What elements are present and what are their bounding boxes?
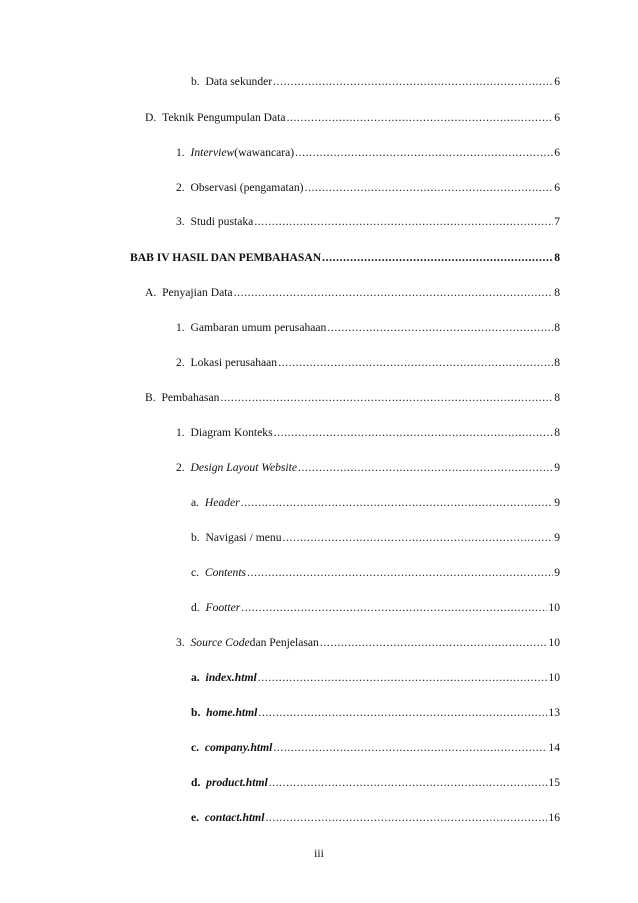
toc-entry-header [191,493,560,513]
toc-entry-product-html [191,773,560,793]
entry-page: 8 [554,391,560,404]
dot-leader [283,528,554,548]
entry-title-italic: Contents [204,566,247,579]
entry-title-italic: Header [204,496,240,509]
entry-title: Lokasi perusahaan [190,356,278,369]
toc-entry-contents [191,563,560,583]
page-number: iii [314,847,324,860]
toc-entry-gambaran-umum [176,318,560,338]
entry-page: 9 [554,566,560,579]
dot-leader [254,212,553,232]
entry-number: c. [191,741,200,754]
entry-page: 7 [554,215,560,228]
dot-leader [274,423,554,443]
entry-number: B. [145,391,156,404]
entry-title: Penyajian Data [162,286,233,299]
entry-number: b. [191,531,200,544]
toc-entry-data-sekunder [191,72,560,92]
entry-number: 1. [176,426,185,439]
entry-title: Studi pustaka [190,215,254,228]
dot-leader [241,598,547,618]
dot-leader [295,143,553,163]
entry-number: 1. [176,146,185,159]
entry-page: 10 [548,601,560,614]
toc-entry-penyajian-data [145,283,560,303]
entry-page: 6 [554,181,560,194]
entry-title-italic: Design Layout Website [190,461,297,474]
entry-page: 9 [554,496,560,509]
entry-page: 8 [554,286,560,299]
entry-title: Navigasi / menu [205,531,282,544]
entry-page: 6 [554,111,560,124]
toc-entry-pembahasan [145,388,560,408]
entry-number: 1. [176,321,185,334]
entry-page: 8 [554,426,560,439]
entry-number: 3. [176,215,185,228]
dot-leader [258,703,547,723]
dot-leader [287,108,554,128]
entry-title: Pembahasan [161,391,220,404]
dot-leader [305,178,554,198]
dot-leader [273,72,553,92]
dot-leader [247,563,553,583]
toc-entry-design-layout [176,458,560,478]
toc-entry-observasi [176,178,560,198]
entry-number: 2. [176,461,185,474]
entry-title-italic: Footter [205,601,241,614]
chapter-title: BAB IV HASIL DAN PEMBAHASAN [130,251,322,264]
entry-title: Gambaran umum perusahaan [190,321,327,334]
toc-entry-footter [191,598,560,618]
toc-entry-bab-iv [130,248,560,268]
entry-title-italic: Interview [190,146,235,159]
toc-entry-company-html [191,738,560,758]
toc-entry-interview [176,143,560,163]
entry-number: d. [191,776,201,789]
entry-title: Diagram Konteks [190,426,273,439]
entry-number: b. [191,75,200,88]
entry-page: 6 [554,75,560,88]
entry-number: a. [191,671,200,684]
dot-leader [265,808,547,828]
entry-title-bold-italic: company.html [204,741,273,754]
entry-number: 3. [176,636,185,649]
toc-entry-navigasi [191,528,560,548]
entry-number: A. [145,286,157,299]
entry-title-bold-italic: index.html [205,671,257,684]
entry-page: 6 [554,146,560,159]
entry-title-rest: (wawancara) [234,146,295,159]
dot-leader [320,633,548,653]
dot-leader [258,668,548,688]
toc-entry-index-html [191,668,560,688]
dot-leader [298,458,553,478]
entry-page: 14 [548,741,560,754]
entry-title: Data sekunder [205,75,273,88]
entry-number: D. [145,111,157,124]
toc-entry-diagram-konteks [176,423,560,443]
dot-leader [322,248,553,268]
entry-number: e. [191,811,200,824]
entry-page: 10 [548,671,560,684]
entry-page: 15 [548,776,560,789]
toc-entry-lokasi [176,353,560,373]
entry-title-bold-italic: product.html [206,776,268,789]
dot-leader [220,388,553,408]
entry-page: 8 [554,251,560,264]
entry-title-bold-italic: contact.html [204,811,265,824]
entry-number: b. [191,706,201,719]
toc-entry-teknik-pengumpulan-data [145,108,560,128]
dot-leader [278,353,553,373]
toc-entry-home-html [191,703,560,723]
entry-page: 9 [554,531,560,544]
entry-page: 8 [554,356,560,369]
dot-leader [273,738,547,758]
entry-title: Observasi (pengamatan) [190,181,304,194]
dot-leader [241,493,554,513]
entry-number: d. [191,601,200,614]
toc-entry-source-code [176,633,560,653]
entry-title-rest: dan Penjelasan [249,636,319,649]
entry-number: a. [191,496,200,509]
dot-leader [234,283,554,303]
entry-title-bold-italic: home.html [206,706,258,719]
toc-entry-contact-html [191,808,560,828]
entry-number: 2. [176,181,185,194]
entry-page: 10 [548,636,560,649]
dot-leader [327,318,553,338]
entry-title: Teknik Pengumpulan Data [162,111,286,124]
entry-page: 9 [554,461,560,474]
entry-page: 8 [554,321,560,334]
entry-number: 2. [176,356,185,369]
dot-leader [269,773,548,793]
entry-title-italic: Source Code [190,636,250,649]
toc-entry-studi-pustaka [176,212,560,232]
entry-page: 16 [548,811,560,824]
entry-page: 13 [548,706,560,719]
entry-number: c. [191,566,200,579]
